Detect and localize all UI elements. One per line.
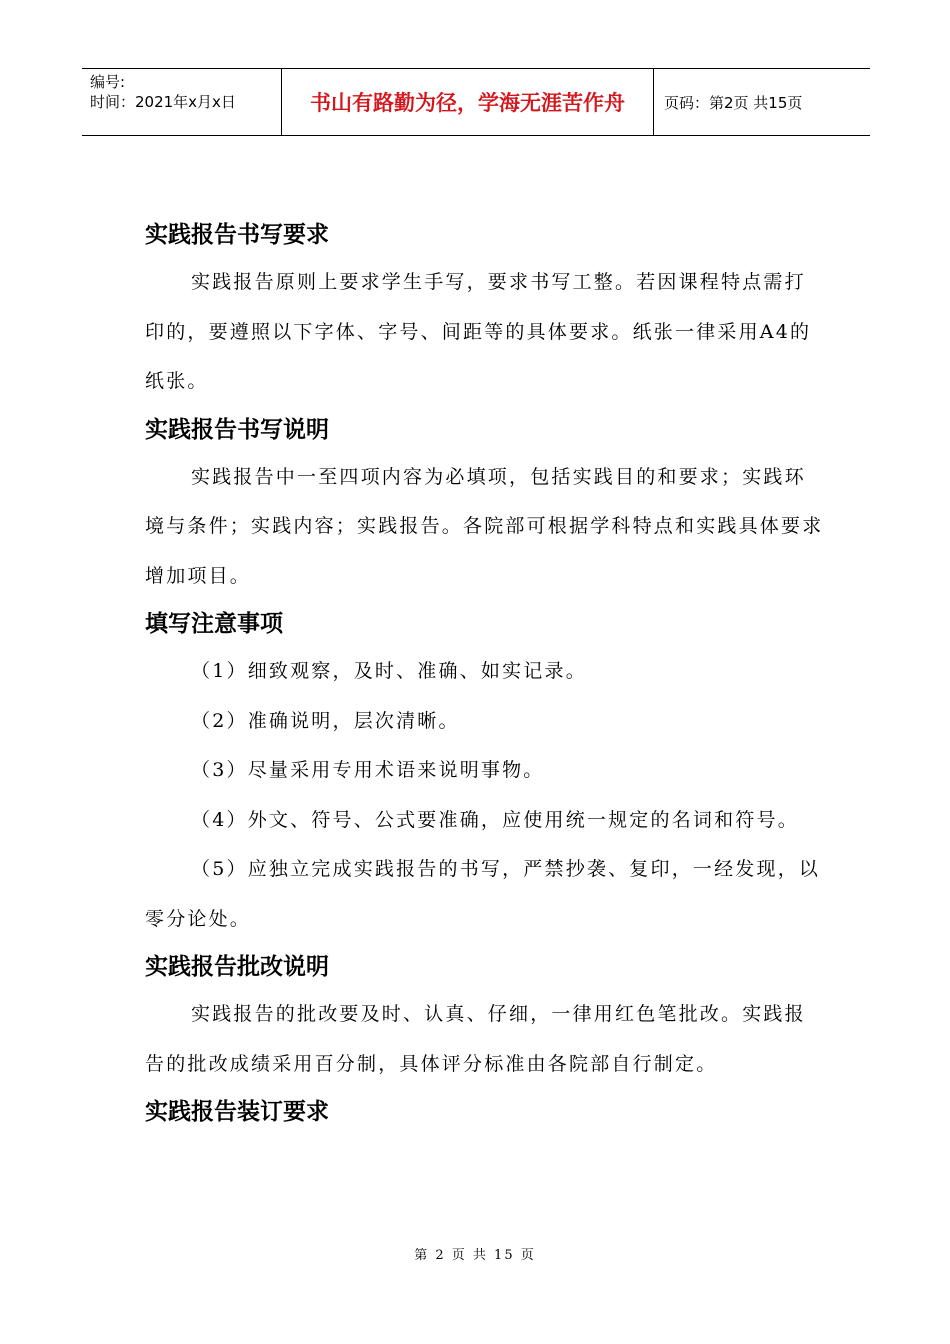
document-body: [145, 212, 825, 1135]
header-meta-cell: [82, 69, 282, 135]
paragraph-writing-notes: 实践报告中一至四项内容为必填项，包括实践目的和要求；实践环境与条件；实践内容；实践报告。各院部可根据学科特点和实践具体要求增加项目。: [145, 465, 824, 587]
list-item: （4）外文、符号、公式要准确，应使用统一规定的名词和符号。: [191, 808, 799, 831]
page-footer: 第 2 页 共 15 页: [414, 1248, 536, 1263]
document-number-label: 编号:: [90, 73, 126, 91]
section-title-writing-notes: 实践报告书写说明: [145, 416, 329, 443]
page-header: [82, 68, 870, 136]
document-date: 时间：2021年x月x日: [90, 93, 236, 111]
list-item: （5）应独立完成实践报告的书写，严禁抄袭、复印，一经发现，以零分论处。: [145, 858, 821, 930]
header-page-info: 页码：第2页 共15页: [664, 93, 803, 112]
list-item: （2）准确说明，层次清晰。: [191, 709, 460, 732]
paragraph-writing-requirements: 实践报告原则上要求学生手写，要求书写工整。若因课程特点需打印的，要遵照以下字体、字号、间距等的具体要求。纸张一律采用A4的纸张。: [145, 271, 812, 392]
list-item: （3）尽量采用专用术语来说明事物。: [191, 759, 545, 781]
list-item: （1）细致观察，及时、准确、如实记录。: [191, 660, 587, 682]
paragraph-grading-notes: 实践报告的批改要及时、认真、仔细，一律用红色笔批改。实践报告的批改成绩采用百分制，具体评分标准由各院部自行制定。: [145, 1003, 806, 1075]
section-title-grading-notes: 实践报告批改说明: [145, 954, 329, 980]
section-title-binding-requirements: 实践报告装订要求: [145, 1099, 329, 1125]
header-motto: 书山有路勤为径，学海无涯苦作舟: [282, 69, 654, 135]
section-title-writing-requirements: 实践报告书写要求: [145, 222, 329, 248]
section-title-attention-items: 填写注意事项: [145, 611, 283, 637]
